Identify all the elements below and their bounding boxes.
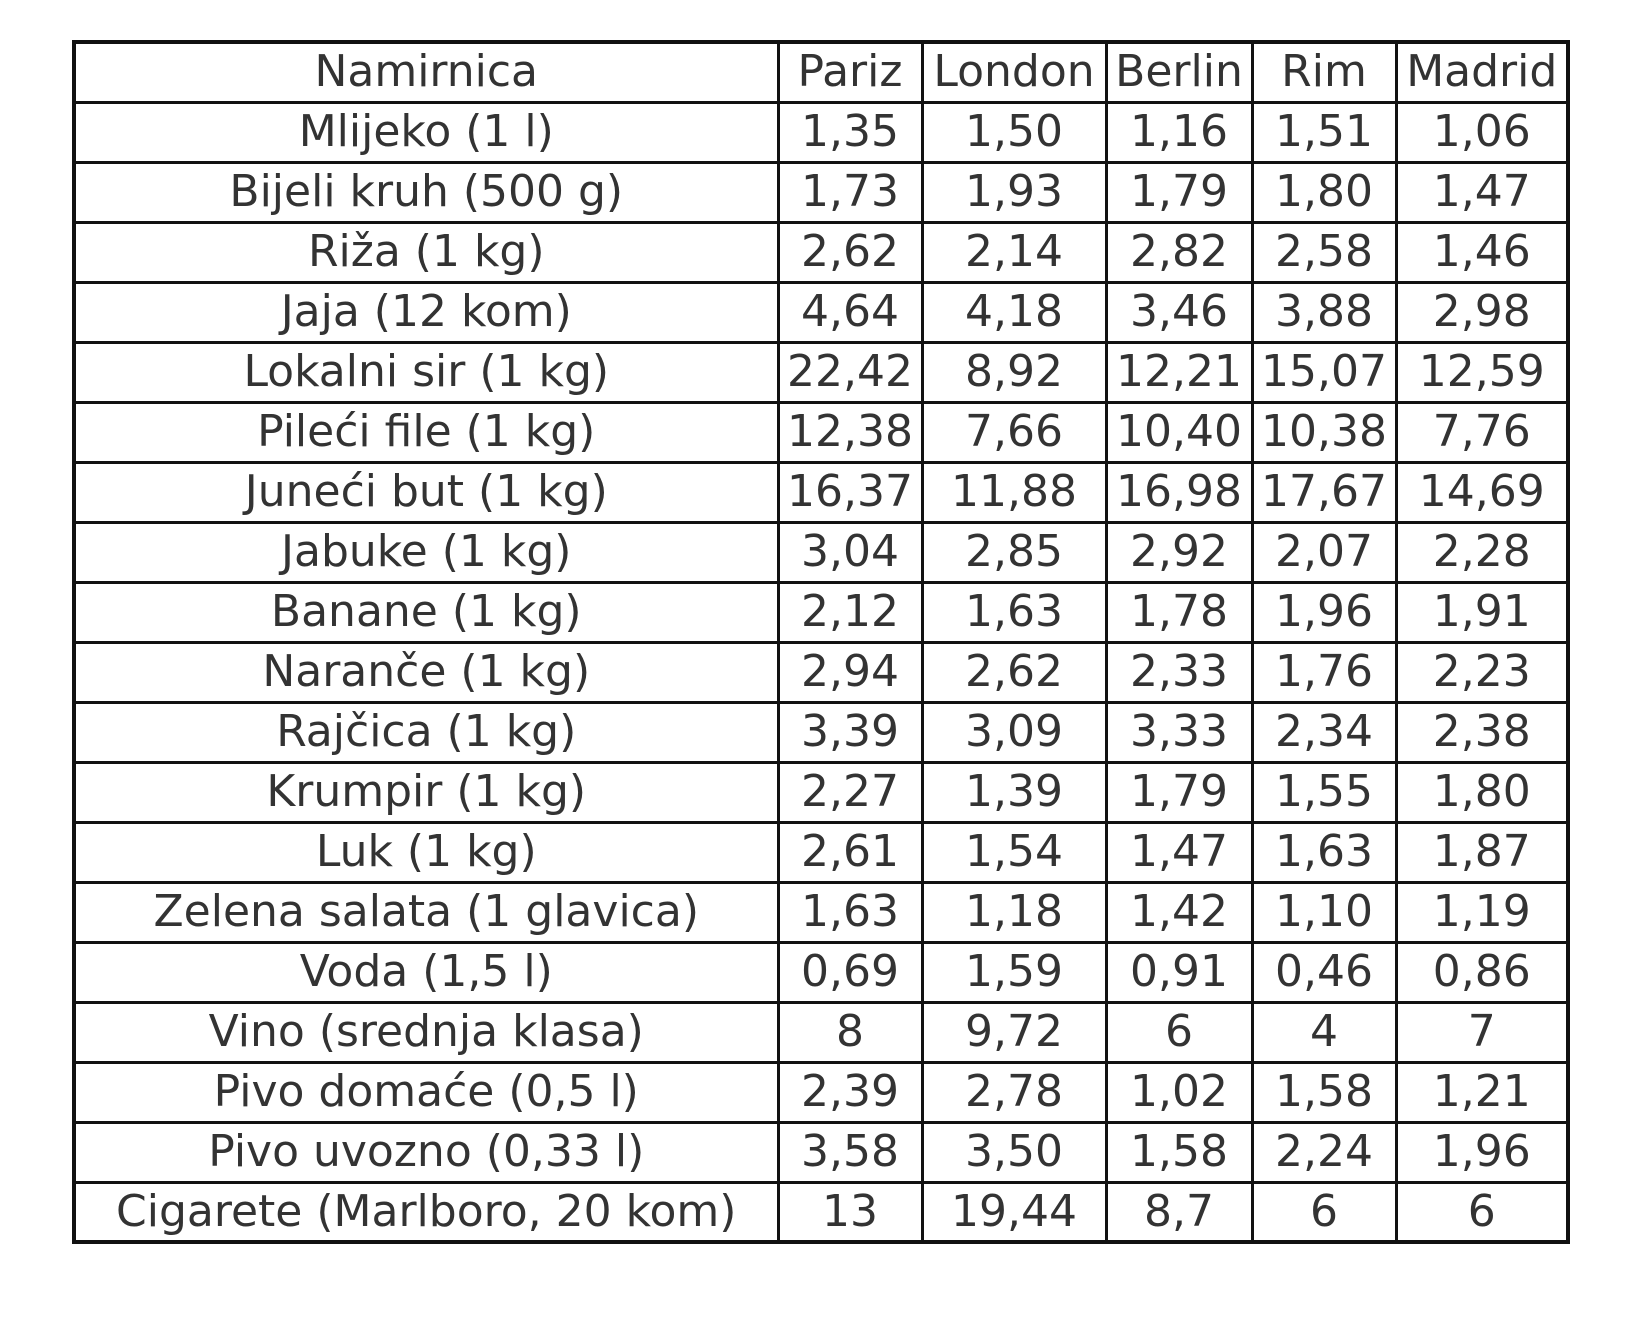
price-cell-madrid: 1,87: [1396, 822, 1568, 882]
price-cell-berlin: 1,79: [1106, 162, 1252, 222]
table-row: [74, 1182, 1568, 1242]
price-cell-rome: 2,24: [1252, 1122, 1396, 1182]
price-cell-london: 2,85: [922, 522, 1106, 582]
table-row: [74, 522, 1568, 582]
price-cell-berlin: 10,40: [1106, 402, 1252, 462]
price-cell-berlin: 1,42: [1106, 882, 1252, 942]
price-cell-paris: 2,94: [778, 642, 922, 702]
table-body: [74, 102, 1568, 1242]
item-name-cell: Krumpir (1 kg): [74, 762, 778, 822]
price-cell-rome: 2,58: [1252, 222, 1396, 282]
price-cell-berlin: 3,33: [1106, 702, 1252, 762]
header-rome: Rim: [1252, 42, 1396, 102]
price-cell-london: 19,44: [922, 1182, 1106, 1242]
price-cell-madrid: 2,28: [1396, 522, 1568, 582]
price-cell-berlin: 1,78: [1106, 582, 1252, 642]
price-cell-london: 11,88: [922, 462, 1106, 522]
item-name-cell: Zelena salata (1 glavica): [74, 882, 778, 942]
header-item: Namirnica: [74, 42, 778, 102]
price-cell-rome: 1,80: [1252, 162, 1396, 222]
table-row: [74, 1002, 1568, 1062]
price-cell-berlin: 0,91: [1106, 942, 1252, 1002]
price-cell-madrid: 2,23: [1396, 642, 1568, 702]
price-cell-london: 3,50: [922, 1122, 1106, 1182]
price-cell-rome: 15,07: [1252, 342, 1396, 402]
price-cell-paris: 2,12: [778, 582, 922, 642]
item-name-cell: Banane (1 kg): [74, 582, 778, 642]
price-cell-madrid: 2,98: [1396, 282, 1568, 342]
table-row: [74, 1062, 1568, 1122]
price-cell-rome: 1,76: [1252, 642, 1396, 702]
price-cell-madrid: 12,59: [1396, 342, 1568, 402]
table-row: [74, 342, 1568, 402]
table-row: [74, 102, 1568, 162]
header-berlin: Berlin: [1106, 42, 1252, 102]
price-cell-paris: 4,64: [778, 282, 922, 342]
price-cell-rome: 3,88: [1252, 282, 1396, 342]
price-cell-berlin: 1,16: [1106, 102, 1252, 162]
price-cell-madrid: 1,06: [1396, 102, 1568, 162]
price-cell-berlin: 16,98: [1106, 462, 1252, 522]
item-name-cell: Lokalni sir (1 kg): [74, 342, 778, 402]
price-cell-paris: 1,73: [778, 162, 922, 222]
item-name-cell: Pivo uvozno (0,33 l): [74, 1122, 778, 1182]
price-cell-paris: 3,39: [778, 702, 922, 762]
price-cell-london: 1,59: [922, 942, 1106, 1002]
price-cell-paris: 2,61: [778, 822, 922, 882]
table-header-row: [74, 42, 1568, 102]
price-cell-paris: 22,42: [778, 342, 922, 402]
price-cell-paris: 13: [778, 1182, 922, 1242]
price-cell-paris: 1,35: [778, 102, 922, 162]
price-cell-paris: 16,37: [778, 462, 922, 522]
table-row: [74, 762, 1568, 822]
price-cell-rome: 17,67: [1252, 462, 1396, 522]
table-row: [74, 462, 1568, 522]
price-cell-berlin: 6: [1106, 1002, 1252, 1062]
price-cell-berlin: 3,46: [1106, 282, 1252, 342]
item-name-cell: Voda (1,5 l): [74, 942, 778, 1002]
price-cell-london: 1,39: [922, 762, 1106, 822]
item-name-cell: Jaja (12 kom): [74, 282, 778, 342]
price-cell-berlin: 1,79: [1106, 762, 1252, 822]
price-cell-london: 1,63: [922, 582, 1106, 642]
item-name-cell: Mlijeko (1 l): [74, 102, 778, 162]
table-row: [74, 402, 1568, 462]
table-row: [74, 1122, 1568, 1182]
header-paris: Pariz: [778, 42, 922, 102]
item-name-cell: Pivo domaće (0,5 l): [74, 1062, 778, 1122]
price-cell-rome: 10,38: [1252, 402, 1396, 462]
item-name-cell: Naranče (1 kg): [74, 642, 778, 702]
price-cell-madrid: 14,69: [1396, 462, 1568, 522]
price-cell-berlin: 1,47: [1106, 822, 1252, 882]
price-cell-london: 9,72: [922, 1002, 1106, 1062]
price-cell-rome: 2,07: [1252, 522, 1396, 582]
price-cell-berlin: 12,21: [1106, 342, 1252, 402]
item-name-cell: Pileći file (1 kg): [74, 402, 778, 462]
price-cell-madrid: 0,86: [1396, 942, 1568, 1002]
price-cell-berlin: 8,7: [1106, 1182, 1252, 1242]
item-name-cell: Riža (1 kg): [74, 222, 778, 282]
price-cell-madrid: 1,96: [1396, 1122, 1568, 1182]
price-cell-rome: 1,10: [1252, 882, 1396, 942]
price-cell-madrid: 2,38: [1396, 702, 1568, 762]
price-cell-paris: 3,58: [778, 1122, 922, 1182]
table-row: [74, 642, 1568, 702]
price-cell-rome: 1,55: [1252, 762, 1396, 822]
price-cell-madrid: 1,46: [1396, 222, 1568, 282]
price-cell-madrid: 7: [1396, 1002, 1568, 1062]
price-cell-london: 3,09: [922, 702, 1106, 762]
price-cell-rome: 1,63: [1252, 822, 1396, 882]
price-cell-london: 4,18: [922, 282, 1106, 342]
item-name-cell: Luk (1 kg): [74, 822, 778, 882]
price-cell-rome: 2,34: [1252, 702, 1396, 762]
item-name-cell: Juneći but (1 kg): [74, 462, 778, 522]
price-cell-madrid: 6: [1396, 1182, 1568, 1242]
price-cell-paris: 2,39: [778, 1062, 922, 1122]
price-cell-rome: 0,46: [1252, 942, 1396, 1002]
item-name-cell: Vino (srednja klasa): [74, 1002, 778, 1062]
price-comparison-table: [72, 40, 1570, 1244]
table-row: [74, 282, 1568, 342]
item-name-cell: Jabuke (1 kg): [74, 522, 778, 582]
price-cell-berlin: 2,33: [1106, 642, 1252, 702]
table-row: [74, 822, 1568, 882]
table-row: [74, 162, 1568, 222]
price-cell-paris: 2,27: [778, 762, 922, 822]
price-cell-paris: 1,63: [778, 882, 922, 942]
price-cell-berlin: 2,82: [1106, 222, 1252, 282]
price-cell-london: 7,66: [922, 402, 1106, 462]
price-cell-rome: 1,96: [1252, 582, 1396, 642]
price-cell-madrid: 1,47: [1396, 162, 1568, 222]
price-cell-rome: 1,51: [1252, 102, 1396, 162]
price-cell-london: 1,18: [922, 882, 1106, 942]
price-cell-london: 1,50: [922, 102, 1106, 162]
price-cell-paris: 8: [778, 1002, 922, 1062]
price-cell-berlin: 2,92: [1106, 522, 1252, 582]
price-cell-paris: 3,04: [778, 522, 922, 582]
price-cell-madrid: 1,91: [1396, 582, 1568, 642]
item-name-cell: Cigarete (Marlboro, 20 kom): [74, 1182, 778, 1242]
price-cell-london: 2,78: [922, 1062, 1106, 1122]
price-cell-berlin: 1,58: [1106, 1122, 1252, 1182]
price-cell-madrid: 1,80: [1396, 762, 1568, 822]
price-cell-berlin: 1,02: [1106, 1062, 1252, 1122]
header-madrid: Madrid: [1396, 42, 1568, 102]
price-cell-madrid: 1,19: [1396, 882, 1568, 942]
item-name-cell: Bijeli kruh (500 g): [74, 162, 778, 222]
price-cell-london: 1,54: [922, 822, 1106, 882]
price-cell-rome: 6: [1252, 1182, 1396, 1242]
price-cell-paris: 0,69: [778, 942, 922, 1002]
price-cell-rome: 4: [1252, 1002, 1396, 1062]
header-london: London: [922, 42, 1106, 102]
price-cell-madrid: 1,21: [1396, 1062, 1568, 1122]
item-name-cell: Rajčica (1 kg): [74, 702, 778, 762]
price-cell-paris: 2,62: [778, 222, 922, 282]
table-row: [74, 702, 1568, 762]
table-row: [74, 582, 1568, 642]
table-row: [74, 942, 1568, 1002]
price-cell-london: 2,62: [922, 642, 1106, 702]
price-cell-london: 8,92: [922, 342, 1106, 402]
price-cell-london: 2,14: [922, 222, 1106, 282]
price-cell-london: 1,93: [922, 162, 1106, 222]
table-row: [74, 882, 1568, 942]
price-cell-madrid: 7,76: [1396, 402, 1568, 462]
price-cell-paris: 12,38: [778, 402, 922, 462]
table-row: [74, 222, 1568, 282]
price-cell-rome: 1,58: [1252, 1062, 1396, 1122]
